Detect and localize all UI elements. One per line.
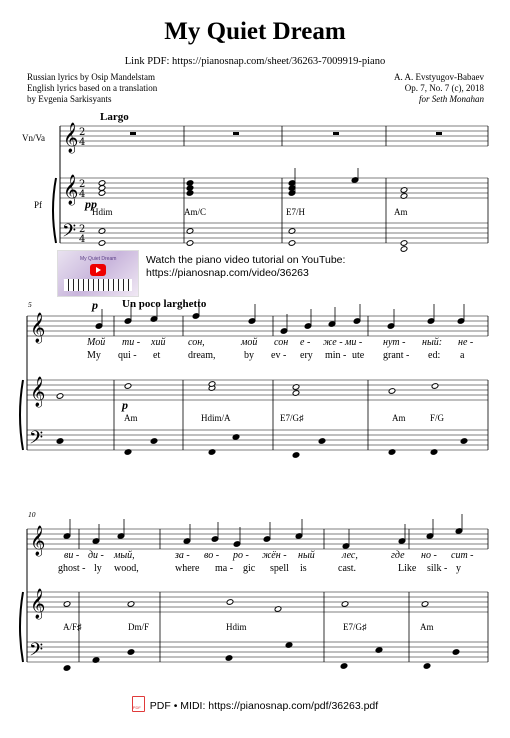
treble-clef-icon: 𝄞 xyxy=(63,123,79,153)
lyric-syllable: Мой xyxy=(87,337,106,348)
lyric-syllable: но - xyxy=(421,550,437,561)
treble-clef-icon: 𝄞 xyxy=(30,313,46,343)
note-head xyxy=(460,438,468,445)
chord-symbol: Hdim/A xyxy=(201,413,231,423)
note-head xyxy=(186,190,194,197)
piano-brace xyxy=(20,380,23,450)
chord-symbol: Hdim xyxy=(226,622,247,632)
tempo-marking-1: Largo xyxy=(100,111,129,123)
credit-composer: A. A. Evstyugov-Babaev xyxy=(394,72,484,82)
tempo-marking-2: Un poco larghetto xyxy=(122,298,207,310)
lyric-syllable: нут - xyxy=(383,337,406,348)
lyric-syllable: ghost - xyxy=(58,563,86,574)
chord-symbol: Dm/F xyxy=(128,622,150,632)
lyric-syllable: ed: xyxy=(428,350,441,361)
pdf-link[interactable]: Link PDF: https://pianosnap.com/sheet/36263-7009919-piano xyxy=(124,56,386,67)
rest-icon xyxy=(130,132,136,135)
note-head xyxy=(388,388,396,395)
note-head xyxy=(452,649,460,656)
thumbnail-label: My Quiet Dream xyxy=(80,256,117,262)
lyric-syllable: сит - xyxy=(451,550,474,561)
credit-dedication: for Seth Monahan xyxy=(419,94,484,104)
lyric-syllable: жён - xyxy=(262,550,287,561)
note-head xyxy=(400,240,408,247)
lyric-syllable: ery xyxy=(300,350,313,361)
lyric-syllable: spell xyxy=(270,563,289,574)
treble-clef-icon: 𝄞 xyxy=(30,377,46,407)
note-head xyxy=(124,383,132,390)
note-head xyxy=(340,663,348,670)
note-head xyxy=(98,240,106,247)
lyric-syllable: мой xyxy=(241,337,258,348)
lyric-syllable: сон xyxy=(274,337,289,348)
rest-icon xyxy=(333,132,339,135)
measure-number: 5 xyxy=(28,300,32,309)
lyric-syllable: a xyxy=(460,350,465,361)
chord-symbol: E7/H xyxy=(286,207,305,217)
credit-left-2: English lyrics based on a translation xyxy=(27,83,158,93)
dynamic-p-piano: p xyxy=(122,398,128,412)
lyric-syllable: лес, xyxy=(342,550,358,561)
chord-symbol: E7/G♯ xyxy=(343,622,367,632)
lyric-syllable: жe - xyxy=(323,337,343,348)
piano-brace xyxy=(20,592,23,662)
lyric-syllable: ный: xyxy=(422,337,443,348)
time-signature: 4 xyxy=(79,234,86,245)
lyric-syllable: мый, xyxy=(114,550,135,561)
lyric-syllable: ly xyxy=(94,563,102,574)
lyric-syllable: во - xyxy=(204,550,220,561)
lyric-syllable: ро - xyxy=(233,550,249,561)
lyric-syllable: y xyxy=(456,563,461,574)
dynamic-p: p xyxy=(92,298,98,312)
treble-clef-icon: 𝄞 xyxy=(30,589,46,619)
time-signature: 4 xyxy=(79,189,86,200)
bass-clef-icon: 𝄢 xyxy=(62,221,77,246)
lyric-syllable: ute xyxy=(352,350,365,361)
rest-icon xyxy=(233,132,239,135)
chord-symbol: Am xyxy=(124,413,138,423)
treble-clef-icon: 𝄞 xyxy=(63,175,79,205)
note-head xyxy=(150,438,158,445)
lyric-syllable: не - xyxy=(458,337,474,348)
note-head xyxy=(292,452,300,459)
lyric-syllable: сон, xyxy=(188,337,205,348)
measure-number: 10 xyxy=(28,510,36,519)
lyric-syllable: cast. xyxy=(338,563,357,574)
lyric-syllable: ный xyxy=(298,550,315,561)
lyric-syllable: where xyxy=(175,563,200,574)
lyric-syllable: е - xyxy=(300,337,311,348)
lyric-syllable: ми - xyxy=(345,337,363,348)
credit-left-1: Russian lyrics by Osip Mandelstam xyxy=(27,72,155,82)
note-head xyxy=(431,383,439,390)
footer-link[interactable]: PDF • MIDI: https://pianosnap.com/pdf/36263.pdf xyxy=(149,700,379,712)
note-head xyxy=(127,649,135,656)
time-signature: 4 xyxy=(79,137,86,148)
note-head xyxy=(225,655,233,662)
dynamic-pp: pp xyxy=(85,197,97,211)
lyric-syllable: ви - xyxy=(64,550,80,561)
bass-clef-icon: 𝄢 xyxy=(29,428,44,453)
chord-symbol: Am xyxy=(392,413,406,423)
lyric-syllable: My xyxy=(87,350,101,361)
chord-symbol: F/G xyxy=(430,413,445,423)
score-title: My Quiet Dream xyxy=(164,18,346,45)
youtube-line-1: Watch the piano video tutorial on YouTube: xyxy=(146,254,346,266)
note-head xyxy=(423,663,431,670)
lyric-syllable: Like xyxy=(398,563,417,574)
treble-clef-icon: 𝄞 xyxy=(30,526,46,556)
instrument-label-piano: Pf xyxy=(34,200,43,210)
chord-symbol: Hdim xyxy=(92,207,113,217)
lyric-syllable: ди - xyxy=(88,550,104,561)
credit-opus: Op. 7, No. 7 (c), 2018 xyxy=(404,83,484,93)
lyric-syllable: ma - xyxy=(215,563,234,574)
time-signature: 2 xyxy=(79,224,86,235)
time-signature: 2 xyxy=(79,179,86,190)
note-head xyxy=(63,665,71,672)
note-head xyxy=(56,438,64,445)
lyric-syllable: dream, xyxy=(188,350,216,361)
chord-symbol: A/F♯ xyxy=(63,622,82,632)
lyric-syllable: by xyxy=(244,350,254,361)
note-head xyxy=(186,240,194,247)
note-head xyxy=(56,393,64,400)
rest-icon xyxy=(436,132,442,135)
youtube-link[interactable]: https://pianosnap.com/video/36263 xyxy=(146,267,309,279)
lyric-syllable: is xyxy=(300,563,307,574)
lyric-syllable: wood, xyxy=(114,563,139,574)
lyric-syllable: за - xyxy=(175,550,190,561)
note-head xyxy=(98,190,106,197)
note-head xyxy=(400,246,408,253)
note-head xyxy=(226,599,234,606)
piano-brace xyxy=(53,178,56,243)
lyric-syllable: min - xyxy=(325,350,347,361)
lyric-syllable: gic xyxy=(243,563,256,574)
lyric-syllable: grant - xyxy=(383,350,410,361)
credit-left-3: by Evgenia Sarkisyants xyxy=(27,94,112,104)
note-head xyxy=(318,438,326,445)
bass-clef-icon: 𝄢 xyxy=(29,640,44,665)
chord-symbol: Am xyxy=(394,207,408,217)
chord-symbol: Am xyxy=(420,622,434,632)
lyric-syllable: где xyxy=(391,550,405,561)
chord-symbol: E7/G♯ xyxy=(280,413,304,423)
lyric-syllable: ти - xyxy=(122,337,141,348)
lyric-syllable: хий xyxy=(151,337,166,348)
chord-symbol: Am/C xyxy=(184,207,207,217)
lyric-syllable: et xyxy=(153,350,161,361)
lyric-syllable: qui - xyxy=(118,350,137,361)
note-head xyxy=(288,240,296,247)
lyric-syllable: ev - xyxy=(271,350,287,361)
instrument-label-violin: Vn/Va xyxy=(22,133,45,143)
lyric-syllable: silk - xyxy=(427,563,448,574)
time-signature: 2 xyxy=(79,127,86,138)
